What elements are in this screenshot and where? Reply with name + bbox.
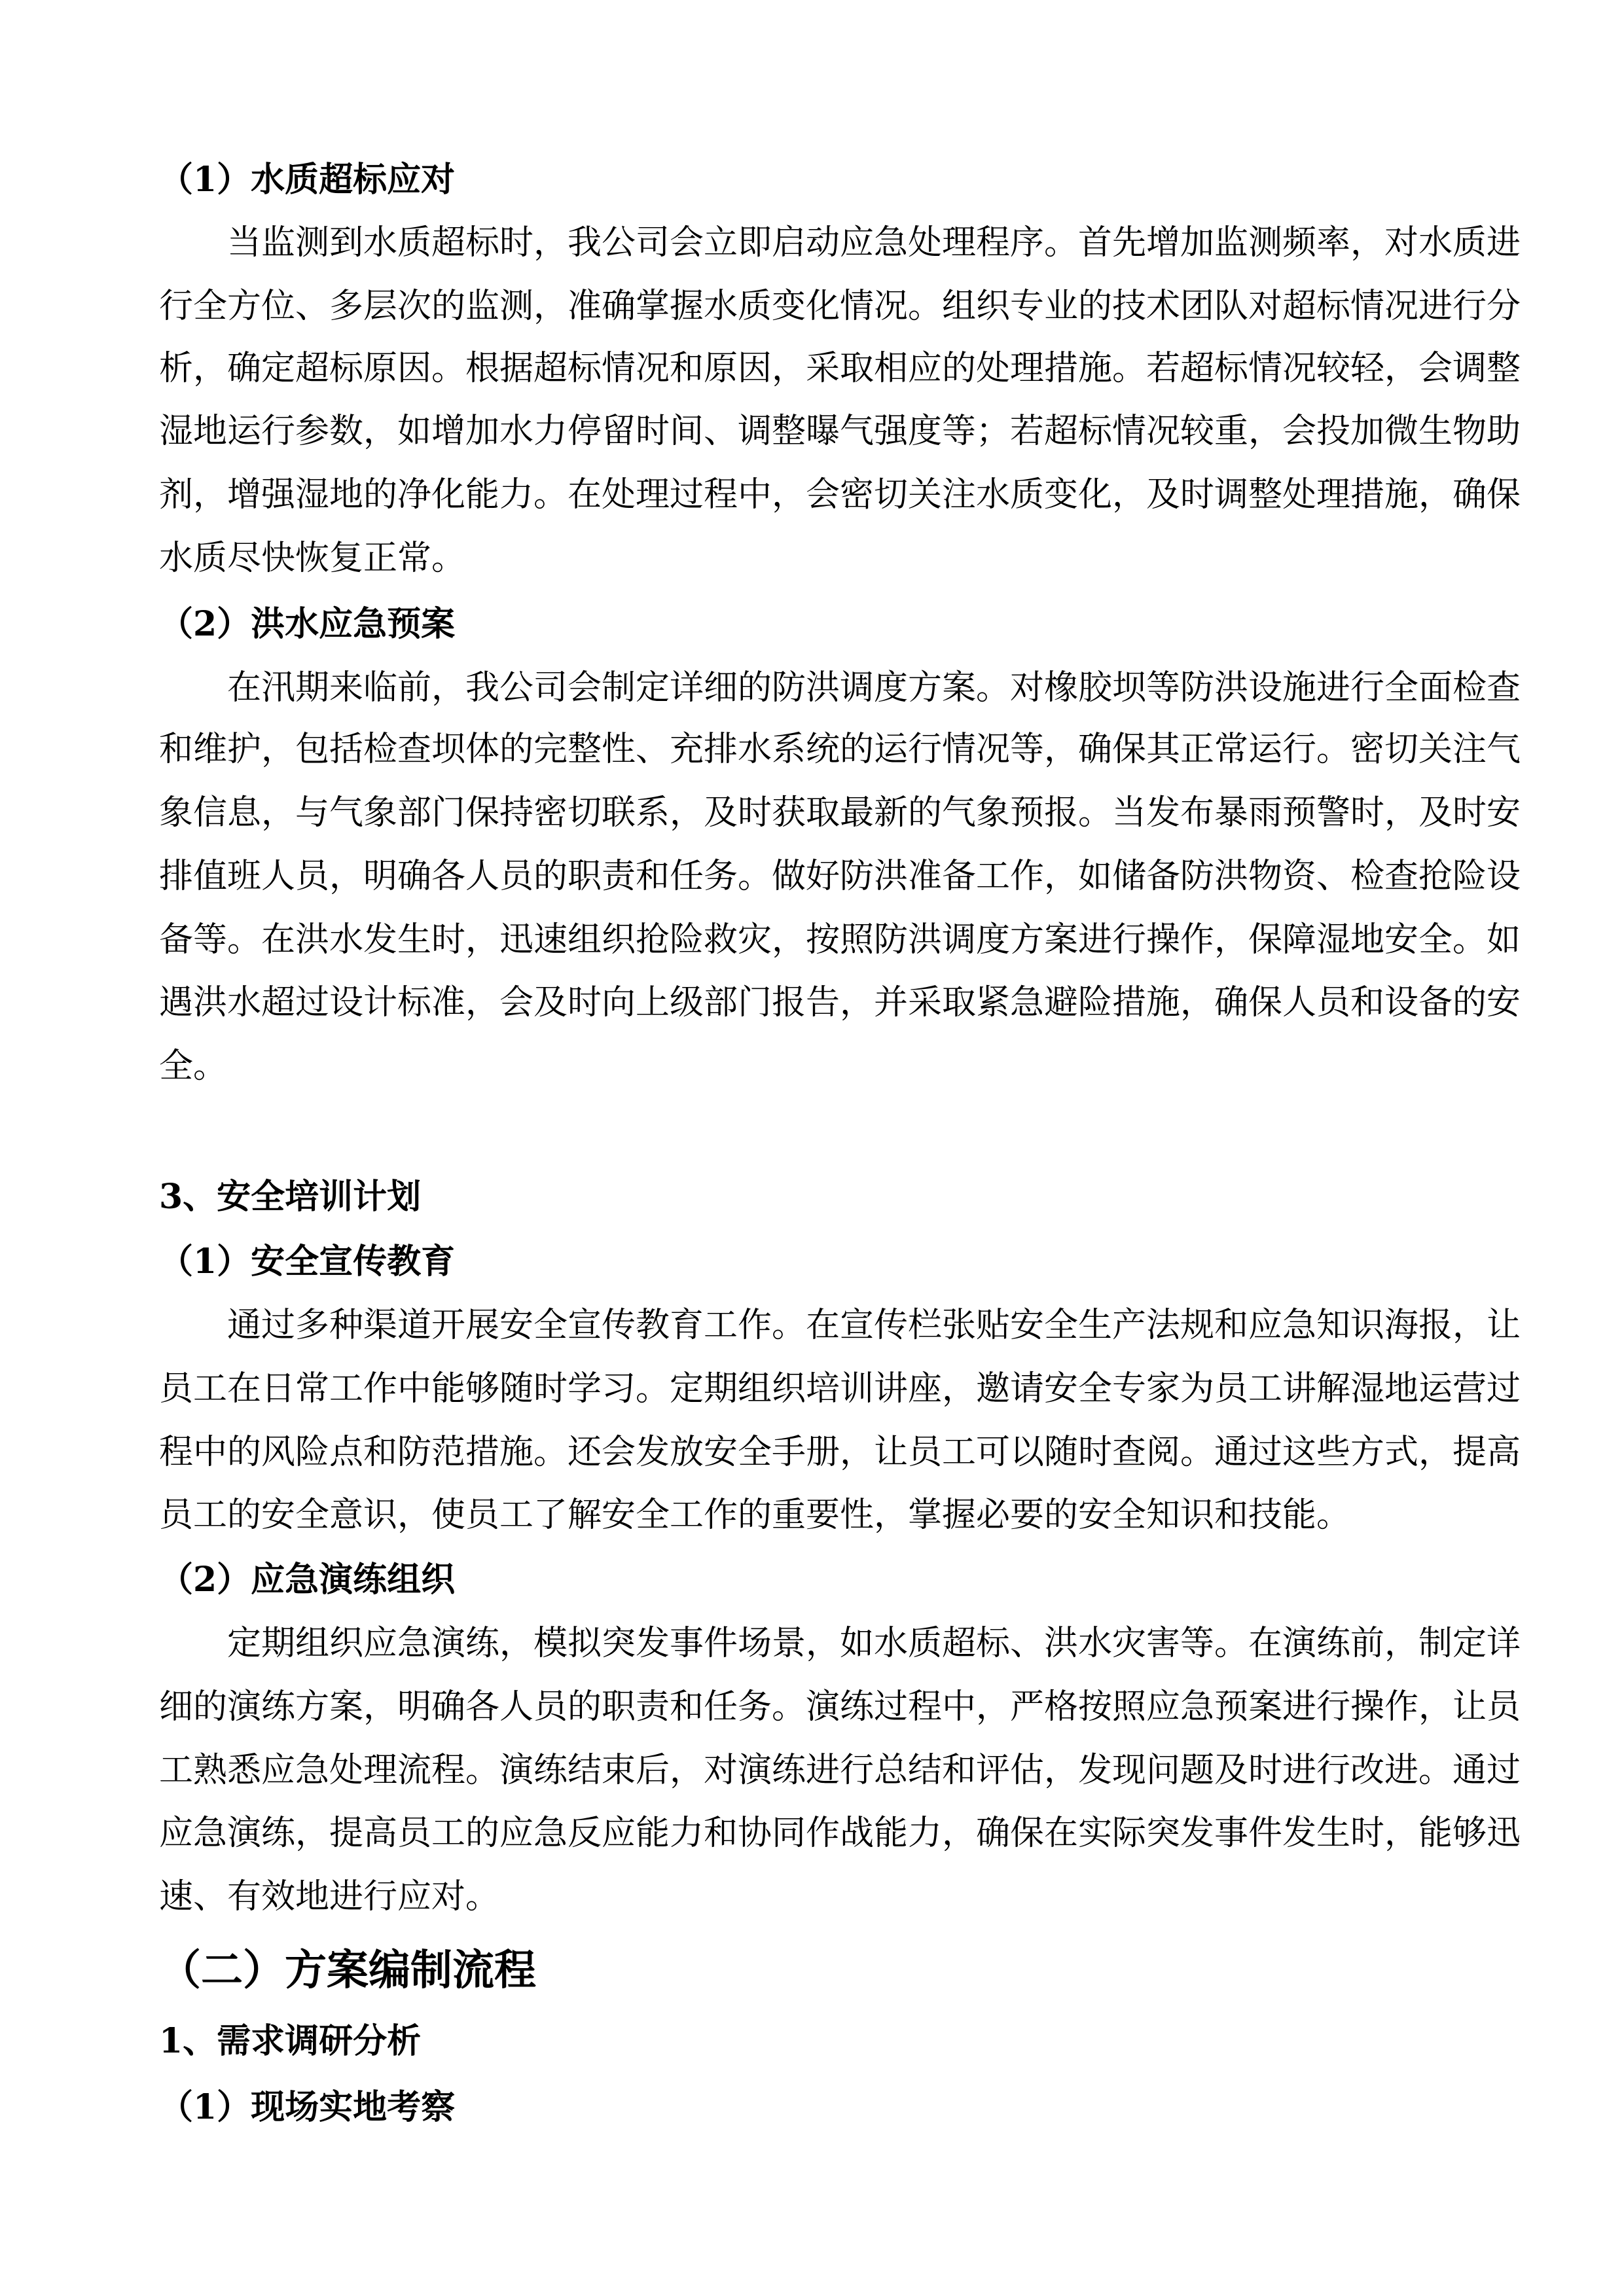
- paragraph-line: 速、有效地进行应对。: [159, 1877, 500, 1916]
- subsection-heading: （2）应急演练组织: [159, 1560, 456, 1600]
- section-heading: （1）水质超标应对: [159, 160, 456, 200]
- section-heading: 3、安全培训计划: [159, 1177, 422, 1217]
- paragraph-line: 遇洪水超过设计标准，会及时向上级部门报告，并采取紧急避险措施，确保人员和设备的安: [159, 983, 1521, 1022]
- paragraph-line: 行全方位、多层次的监测，准确掌握水质变化情况。组织专业的技术团队对超标情况进行分: [159, 287, 1521, 326]
- paragraph-line: 员工的安全意识，使员工了解安全工作的重要性，掌握必要的安全知识和技能。: [159, 1496, 1351, 1535]
- subsection-heading: （1）现场实地考察: [159, 2087, 456, 2127]
- paragraph-line: 程中的风险点和防范措施。还会发放安全手册，让员工可以随时查阅。通过这些方式，提高: [159, 1433, 1521, 1472]
- paragraph-line: 员工在日常工作中能够随时学习。定期组织培训讲座，邀请安全专家为员工讲解湿地运营过: [159, 1369, 1521, 1408]
- paragraph-line: 在汛期来临前，我公司会制定详细的防洪调度方案。对橡胶坝等防洪设施进行全面检查: [227, 668, 1521, 708]
- paragraph-line: 工熟悉应急处理流程。演练结束后，对演练进行总结和评估，发现问题及时进行改进。通过: [159, 1751, 1521, 1790]
- subsection-heading: （1）安全宣传教育: [159, 1242, 456, 1282]
- paragraph-line: 备等。在洪水发生时，迅速组织抢险救灾，按照防洪调度方案进行操作，保障湿地安全。如: [159, 920, 1521, 960]
- paragraph-line: 应急演练，提高员工的应急反应能力和协同作战能力，确保在实际突发事件发生时，能够迅: [159, 1814, 1521, 1853]
- section-heading: （2）洪水应急预案: [159, 604, 456, 644]
- paragraph-line: 和维护，包括检查坝体的完整性、充排水系统的运行情况等，确保其正常运行。密切关注气: [159, 730, 1521, 769]
- paragraph-line: 象信息，与气象部门保持密切联系，及时获取最新的气象预报。当发布暴雨预警时，及时安: [159, 793, 1521, 833]
- paragraph-line: 析，确定超标原因。根据超标情况和原因，采取相应的处理措施。若超标情况较轻，会调整: [159, 349, 1521, 388]
- paragraph-line: 水质尽快恢复正常。: [159, 539, 466, 578]
- paragraph-line: 湿地运行参数，如增加水力停留时间、调整曝气强度等；若超标情况较重，会投加微生物助: [159, 412, 1521, 451]
- paragraph-line: 剂，增强湿地的净化能力。在处理过程中，会密切关注水质变化，及时调整处理措施，确保: [159, 475, 1521, 514]
- paragraph-line: 排值班人员，明确各人员的职责和任务。做好防洪准备工作，如储备防洪物资、检查抢险设: [159, 857, 1521, 896]
- chapter-heading: （二）方案编制流程: [159, 1946, 536, 1995]
- section-heading: 1、需求调研分析: [159, 2021, 422, 2061]
- paragraph-line: 细的演练方案，明确各人员的职责和任务。演练过程中，严格按照应急预案进行操作，让员: [159, 1687, 1521, 1727]
- paragraph-line: 全。: [159, 1047, 228, 1086]
- paragraph-line: 当监测到水质超标时，我公司会立即启动应急处理程序。首先增加监测频率，对水质进: [227, 223, 1521, 262]
- paragraph-line: 定期组织应急演练，模拟突发事件场景，如水质超标、洪水灾害等。在演练前，制定详: [227, 1624, 1521, 1663]
- paragraph-line: 通过多种渠道开展安全宣传教育工作。在宣传栏张贴安全生产法规和应急知识海报，让: [227, 1306, 1521, 1345]
